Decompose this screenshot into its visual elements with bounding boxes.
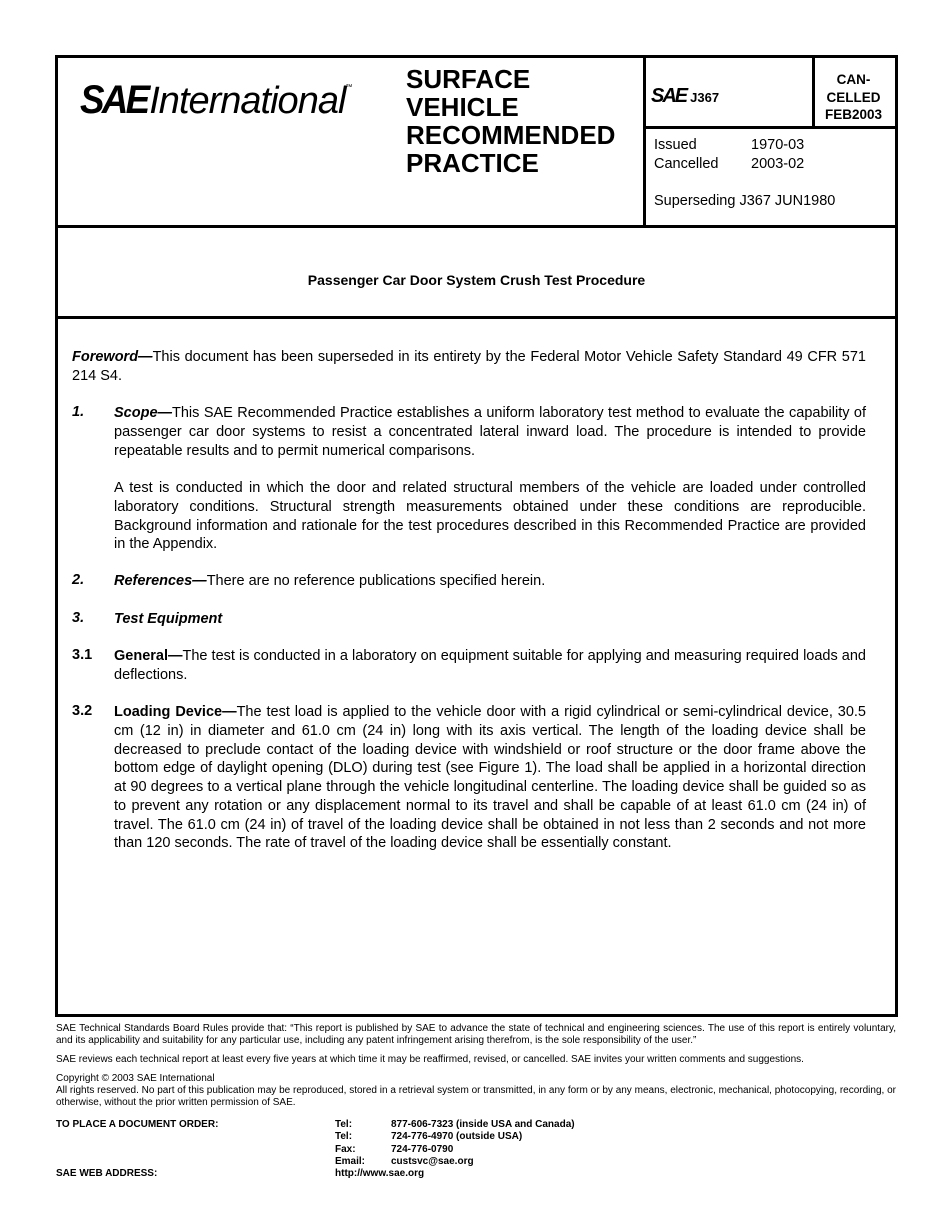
logo-sae-mark: SAE <box>80 78 148 122</box>
contact-value: 724-776-0790 <box>391 1144 454 1155</box>
foreword-text: This document has been superseded in its entirety by the Federal Motor Vehicle Safety Standard 49 CFR 571 214 S4. <box>72 349 866 384</box>
loading-device-heading: Loading Device— <box>114 704 237 720</box>
general-heading: General— <box>114 648 183 664</box>
issued-value: 1970-03 <box>751 137 805 153</box>
foreword-heading: Foreword— <box>72 349 153 365</box>
logo-trademark: ™ <box>345 84 353 91</box>
contact-label: Tel: <box>335 1119 353 1130</box>
status-line: FEB2003 <box>824 107 883 122</box>
test-equipment-heading: Test Equipment <box>114 611 223 627</box>
web-address-link[interactable]: http://www.sae.org <box>335 1168 425 1179</box>
subject-bottom-rule <box>58 316 895 319</box>
section-number: 3.1 <box>72 647 93 663</box>
cancelled-row <box>654 156 804 172</box>
issued-label: Issued <box>654 137 697 153</box>
references-heading: References— <box>114 573 207 589</box>
section-number: 1. <box>72 404 85 420</box>
logo-international-wordmark: International <box>149 80 346 122</box>
general-paragraph <box>114 647 866 685</box>
contact-value: 877-606-7323 (inside USA and Canada) <box>391 1119 575 1130</box>
loading-device-text: The test load is applied to the vehicle door with a rigid cylindrical or semi-cylindrical device, 30.5 cm (12 in) in diameter and 61.0 cm (24 in) long with its axis vertical. The length of the loading device shall be decreased to preclude contact of the loading device with windshield or roof structure or the door frame above the bottom edge of daylight opening (DLO) during test (see Figure 1). The load shall be applied in a horizontal direction at 90 degrees to a vertical plane through the vehicle longitudinal centerline. The loading device shall be guided so as to prevent any rotation or any displacement normal to its travel and shall be capable of at least 61.0 cm (24 in) of travel. The 61.0 cm (24 in) of travel of the loading device shall be obtained in not less than 2 seconds and not more than 120 seconds. The rate of travel of the loading device shall be essentially constant. <box>114 704 866 852</box>
contact-label: Email: <box>335 1156 366 1167</box>
loading-device-paragraph <box>114 703 866 853</box>
scope-paragraph-2: A test is conducted in which the door and related structural members of the vehicle are loaded under controlled laboratory conditions. Structural strength measurements obtained under these conditions are reproducible. Background information and rationale for the test procedures described in this Recommended Practice are provided in the Appendix. <box>114 480 866 553</box>
superseding-note: Superseding J367 JUN1980 <box>654 193 836 209</box>
contact-label: Tel: <box>335 1131 353 1142</box>
foreword-paragraph <box>72 348 866 386</box>
scope-text: This SAE Recommended Practice establishes a uniform laboratory test method to evaluate the capability of passenger car door systems to resist a concentrated lateral inward load. The procedure is intended to provide repeatable results and to permit numerical comparisons. <box>114 405 866 459</box>
document-type-title <box>406 65 642 177</box>
title-line: RECOMMENDED <box>406 120 616 150</box>
status-line: CELLED <box>826 89 881 105</box>
document-subject: Passenger Car Door System Crush Test Procedure <box>307 272 646 288</box>
footer-copyright: Copyright © 2003 SAE International <box>56 1073 215 1084</box>
scope-paragraph <box>114 404 866 460</box>
section-number: 2. <box>72 572 85 588</box>
doc-number-text: J367 <box>690 90 720 105</box>
status-box-bottom <box>646 126 895 129</box>
web-label: SAE WEB ADDRESS: <box>56 1168 158 1179</box>
references-paragraph <box>114 572 866 591</box>
contact-label: Fax: <box>335 1144 356 1155</box>
document-number <box>651 85 719 108</box>
status-line: CAN- <box>836 72 871 87</box>
contact-value: 724-776-4970 (outside USA) <box>391 1131 523 1142</box>
header-bottom-rule <box>58 225 895 228</box>
document-frame <box>55 55 898 1017</box>
order-label: TO PLACE A DOCUMENT ORDER: <box>56 1119 219 1130</box>
footer-rights: All rights reserved. No part of this publication may be reproduced, stored in a retrieval system or transmitted, in any form or by any means, electronic, mechanical, photocopying, recording, or otherwise, without the prior written permission of SAE. <box>56 1085 896 1108</box>
cancelled-label: Cancelled <box>654 156 719 172</box>
footer-review: SAE reviews each technical report at least every five years at which time it may be reaffirmed, revised, or cancelled. SAE invites your written comments and suggestions. <box>56 1054 804 1065</box>
contact-email-link[interactable]: custsvc@sae.org <box>391 1156 474 1167</box>
title-line: VEHICLE <box>406 92 519 122</box>
header-divider-left <box>643 58 646 225</box>
references-text: There are no reference publications specified herein. <box>206 573 546 589</box>
title-line: SURFACE <box>406 64 531 94</box>
footer-rules: SAE Technical Standards Board Rules provide that: “This report is published by SAE to advance the state of technical and engineering sciences. The use of this report is entirely voluntary, and its applicability and suitability for any particular use, including any patent infringement arising therefrom, is the sole responsibility of the user.” <box>56 1023 896 1046</box>
doc-sae-logo: SAE <box>651 85 687 107</box>
sae-international-logo <box>80 78 352 128</box>
title-line: PRACTICE <box>406 148 539 178</box>
scope-heading: Scope— <box>114 405 173 421</box>
general-text: The test is conducted in a laboratory on equipment suitable for applying and measuring required loads and deflections. <box>114 648 866 683</box>
section-number: 3. <box>72 610 85 626</box>
section-number: 3.2 <box>72 703 93 719</box>
issued-row <box>654 137 804 153</box>
status-cancelled-box <box>815 58 892 126</box>
cancelled-value: 2003-02 <box>751 156 805 172</box>
